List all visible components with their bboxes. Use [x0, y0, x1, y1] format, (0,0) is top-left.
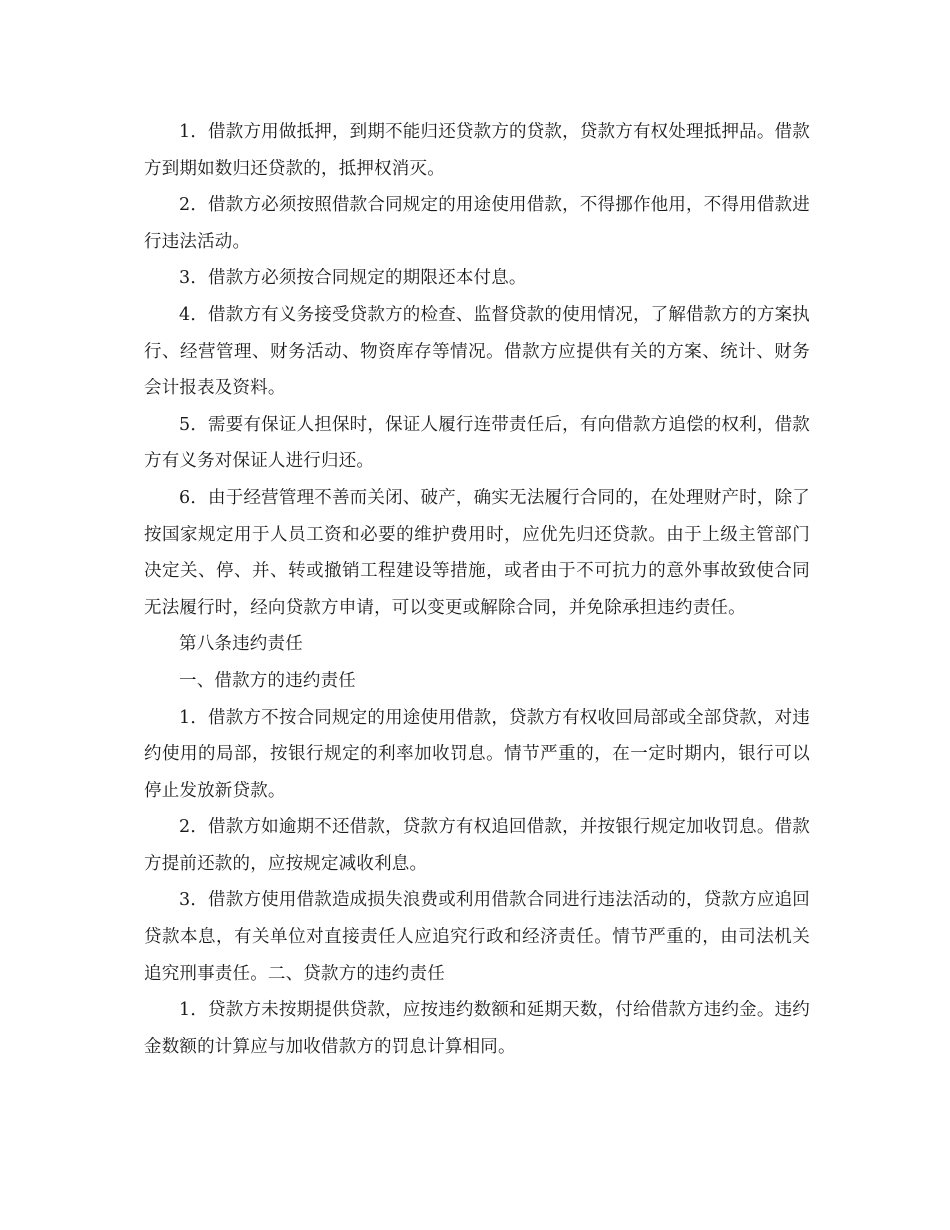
paragraph-bankruptcy: 6．由于经营管理不善而关闭、破产，确实无法履行合同的，在处理财产时，除了按国家规定用于人员工资和必要的维护费用时，应优先归还贷款。由于上级主管部门决定关、停、并、转或撤销工程建设等措施，或者由于不可抗力的意外事故致使合同无法履行时，经向贷款方申请，可以变更或解除合同，并免除承担违约责任。	[144, 487, 810, 618]
paragraph-guarantor: 5．需要有保证人担保时，保证人履行连带责任后，有向借款方追偿的权利，借款方有义务对保证人进行归还。	[144, 414, 810, 472]
paragraph-illegal-use: 3．借款方使用借款造成损失浪费或利用借款合同进行违法活动的，贷款方应追回贷款本息，有关单位对直接责任人应追究行政和经济责任。情节严重的，由司法机关追究刑事责任。二、贷款方的违约责任	[144, 890, 810, 984]
paragraph-lender-liability: 1．贷款方未按期提供贷款，应按违约数额和延期天数，付给借款方违约金。违约金数额的计算应与加收借款方的罚息计算相同。	[144, 1000, 810, 1057]
paragraph-loan-purpose: 2．借款方必须按照借款合同规定的用途使用借款，不得挪作他用，不得用借款进行违法活动。	[144, 195, 810, 252]
document-body	[144, 114, 810, 1065]
paragraph-inspection: 4．借款方有义务接受贷款方的检查、监督贷款的使用情况，了解借款方的方案执行、经营管理、财务活动、物资库存等情况。借款方应提供有关的方案、统计、财务会计报表及资料。	[144, 304, 810, 399]
paragraph-repayment-term: 3．借款方必须按合同规定的期限还本付息。	[179, 268, 527, 289]
paragraph-overdue-penalty: 2．借款方如逾期不还借款，贷款方有权追回借款，并按银行规定加收罚息。借款方提前还款的，应按规定减收利息。	[144, 817, 810, 874]
section-heading-article-8: 第八条违约责任	[179, 634, 303, 655]
subsection-heading-borrower-liability: 一、借款方的违约责任	[179, 670, 356, 691]
paragraph-misuse-penalty: 1．借款方不按合同规定的用途使用借款，贷款方有权收回局部或全部贷款，对违约使用的局部，按银行规定的利率加收罚息。情节严重的，在一定时期内，银行可以停止发放新贷款。	[144, 707, 810, 801]
paragraph-collateral: 1．借款方用做抵押，到期不能归还贷款方的贷款，贷款方有权处理抵押品。借款方到期如数归还贷款的，抵押权消灭。	[144, 122, 810, 179]
